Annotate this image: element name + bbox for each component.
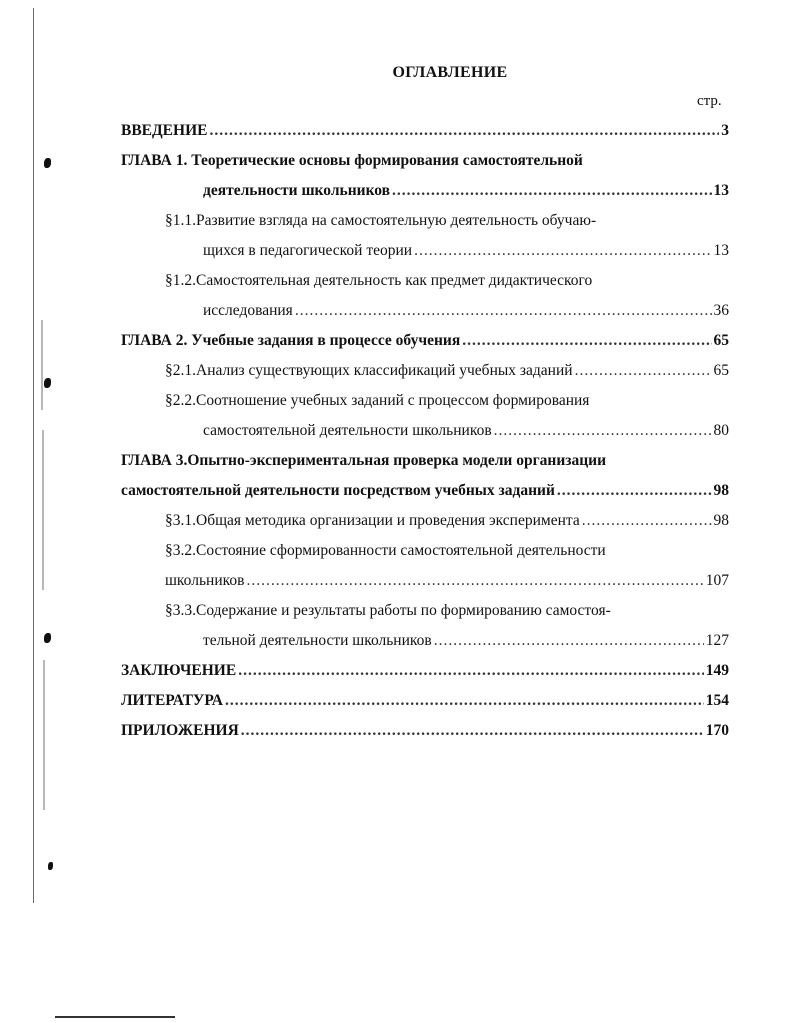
- toc-leader-dots: [246, 572, 703, 590]
- toc-entry-section-1-1-cont: [203, 242, 729, 264]
- toc-leader-dots: [462, 332, 711, 350]
- toc-entry-section-3-2-cont: [165, 572, 729, 594]
- toc-title: ОГЛАВЛЕНИЕ: [392, 64, 508, 81]
- toc-entry-chapter-1: [121, 152, 729, 174]
- toc-entry-section-3-2: [165, 542, 729, 564]
- toc-entry-page: 127: [705, 632, 729, 649]
- scan-artifact: [43, 660, 45, 810]
- toc-leader-dots: [295, 302, 712, 320]
- toc-entry-label: самостоятельной деятельности посредством учебных заданий: [121, 482, 555, 499]
- toc-entry-label: §1.2.Самостоятельная деятельность как предмет дидактического: [165, 272, 593, 289]
- toc-entry-section-2-2: [165, 392, 729, 414]
- toc-entry-label: ГЛАВА 2. Учебные задания в процессе обучения: [121, 332, 461, 349]
- page-column-label: стр.: [697, 93, 722, 109]
- scan-mark: [44, 633, 51, 643]
- scan-bottom-line: [55, 1016, 175, 1018]
- toc-entry-section-3-1: [165, 512, 729, 534]
- scan-margin-line: [33, 8, 34, 903]
- toc-entry-label: §2.2.Соотношение учебных заданий с процессом формирования: [165, 392, 590, 409]
- toc-leader-dots: [392, 182, 711, 200]
- scan-mark: [44, 158, 51, 168]
- scan-artifact: [42, 430, 44, 590]
- toc-leader-dots: [494, 422, 712, 440]
- toc-entry-label: §2.1.Анализ существующих классификаций учебных заданий: [165, 362, 573, 379]
- toc-entry-page: 65: [713, 362, 729, 379]
- toc-entry-page: 149: [705, 662, 729, 679]
- toc-entry-label: исследования: [203, 302, 293, 319]
- toc-entry-page: 170: [705, 722, 729, 739]
- toc-entry-chapter-1-cont: [203, 182, 729, 204]
- toc-entry-label: ГЛАВА 1. Теоретические основы формирования самостоятельной: [121, 152, 583, 169]
- toc-entry-page: 98: [713, 482, 729, 499]
- toc-entry-label: ЗАКЛЮЧЕНИЕ: [121, 662, 237, 679]
- toc-entry-page: 107: [705, 572, 729, 589]
- toc-entry-page: 154: [705, 692, 729, 709]
- toc-entry-page: 13: [713, 242, 729, 259]
- scan-mark: [44, 378, 51, 388]
- toc-entry-page: 98: [713, 512, 729, 529]
- toc-entry-page: 13: [713, 182, 729, 199]
- toc-entry-literature: [121, 692, 729, 714]
- toc-entry-label: ПРИЛОЖЕНИЯ: [121, 722, 239, 739]
- toc-entry-section-1-2-cont: [203, 302, 729, 324]
- toc-entry-page: 3: [721, 122, 729, 139]
- toc-entry-page: 80: [713, 422, 729, 439]
- toc-entry-label: §3.1.Общая методика организации и проведения эксперимента: [165, 512, 580, 529]
- toc-entry-conclusion: [121, 662, 729, 684]
- toc-leader-dots: [414, 242, 711, 260]
- toc-entry-section-1-2: [165, 272, 729, 294]
- toc-entry-section-2-2-cont: [203, 422, 729, 444]
- scan-artifact: [41, 320, 43, 410]
- toc-entry-label: §1.1.Развитие взгляда на самостоятельную деятельность обучаю-: [165, 212, 597, 229]
- toc-entry-label: §3.3.Содержание и результаты работы по формированию самостоя-: [165, 602, 611, 619]
- toc-entry-section-3-3-cont: [203, 632, 729, 654]
- toc-entry-label: самостоятельной деятельности школьников: [203, 422, 492, 439]
- toc-leader-dots: [209, 122, 719, 140]
- toc-entry-label: ВВЕДЕНИЕ: [121, 122, 208, 139]
- toc-leader-dots: [557, 482, 712, 500]
- toc-entry-chapter-3-cont: [121, 482, 729, 504]
- toc-leader-dots: [582, 512, 712, 530]
- toc-entry-appendices: [121, 722, 729, 744]
- toc-leader-dots: [241, 722, 704, 740]
- toc-entry-page: 65: [713, 332, 729, 349]
- toc-entry-chapter-2: [121, 332, 729, 354]
- toc-entry-label: §3.2.Состояние сформированности самостоятельной деятельности: [165, 542, 606, 559]
- toc-leader-dots: [575, 362, 712, 380]
- toc-entry-section-3-3: [165, 602, 729, 624]
- toc-entry-section-2-1: [165, 362, 729, 384]
- toc-entry-label: школьников: [165, 572, 245, 589]
- toc-entry-chapter-3: [121, 452, 729, 474]
- scan-mark: [48, 862, 53, 870]
- toc-leader-dots: [238, 662, 704, 680]
- toc-leader-dots: [434, 632, 704, 650]
- toc-entry-label: ЛИТЕРАТУРА: [121, 692, 223, 709]
- toc-entry-section-1-1: [165, 212, 729, 234]
- toc-entry-page: 36: [713, 302, 729, 319]
- toc-entry-label: щихся в педагогической теории: [203, 242, 413, 259]
- toc-entry-label: деятельности школьников: [203, 182, 391, 199]
- toc-entry-label: тельной деятельности школьников: [203, 632, 432, 649]
- toc-leader-dots: [225, 692, 704, 710]
- toc-entry-introduction: [121, 122, 729, 144]
- toc-entry-label: ГЛАВА 3.Опытно-экспериментальная проверка модели организации: [121, 452, 607, 469]
